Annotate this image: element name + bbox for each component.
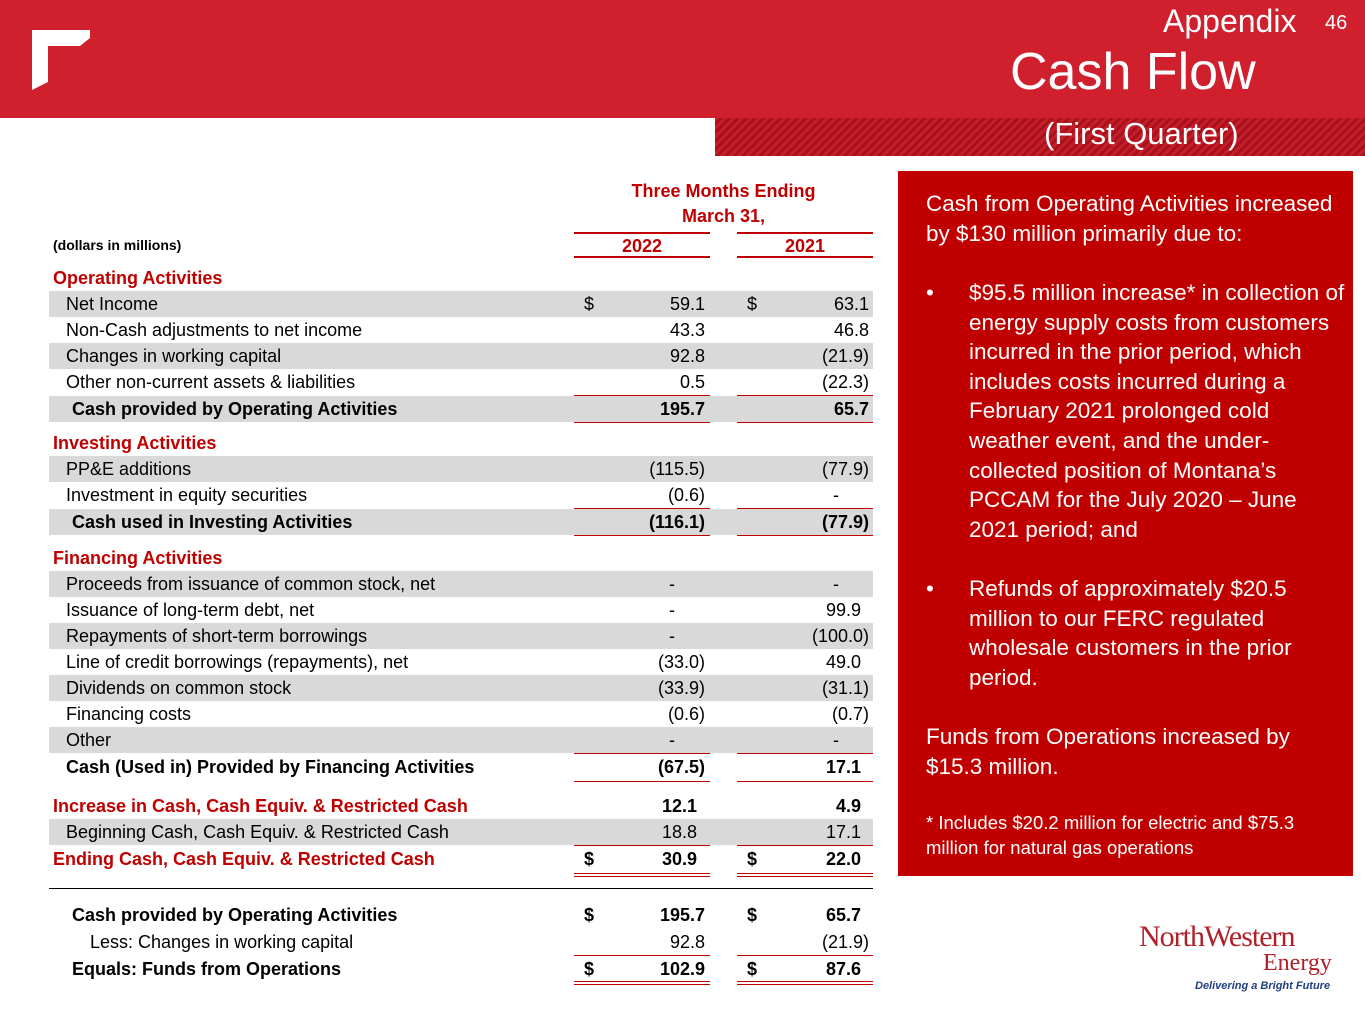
logo-tagline: Delivering a Bright Future <box>1195 980 1331 992</box>
table-row: Repayments of short-term borrowings - (100.0) <box>49 623 873 649</box>
rule <box>574 535 710 536</box>
corner-bracket-icon <box>32 30 90 90</box>
double-rule <box>574 873 710 877</box>
rule <box>574 781 710 782</box>
commentary-intro: Cash from Operating Activities increased by $130 million primarily due to: <box>926 191 1333 246</box>
table-row: Proceeds from issuance of common stock, net - - <box>49 571 873 597</box>
financing-section-title: Financing Activities <box>53 548 223 568</box>
table-row: PP&E additions (115.5) (77.9) <box>49 456 873 482</box>
commentary-panel <box>898 171 1353 876</box>
subtotal-row: Cash used in Investing Activities (116.1) (77.9) <box>49 509 873 535</box>
double-rule <box>737 873 873 877</box>
table-row: Dividends on common stock (33.9) (31.1) <box>49 675 873 701</box>
rule <box>574 422 710 423</box>
investing-section-title: Investing Activities <box>53 433 217 453</box>
footnote: * Includes $20.2 million for electric and $75.3 million for natural gas operations <box>926 812 1295 858</box>
period-header: Three Months Ending <box>631 181 816 201</box>
company-logo <box>1135 920 1335 1000</box>
header-pattern-strip <box>715 118 1365 156</box>
table-row: Net Income $ 59.1 $ 63.1 <box>49 291 873 317</box>
rule <box>737 781 873 782</box>
rule <box>737 535 873 536</box>
double-rule <box>737 981 873 985</box>
beginning-cash-row: Beginning Cash, Cash Equiv. & Restricted Cash 18.8 17.1 <box>49 819 873 845</box>
operating-section-title: Operating Activities <box>53 268 223 288</box>
page-subtitle: (First Quarter) <box>1044 116 1239 151</box>
year-2022-header: 2022 <box>574 232 710 258</box>
table-row: Other - - <box>49 727 873 753</box>
table-row: Changes in working capital 92.8 (21.9) <box>49 343 873 369</box>
table-row: Non-Cash adjustments to net income 43.3 46.8 <box>66 320 869 340</box>
ffo-total-row: Equals: Funds from Operations $ 102.9 $ 87.6 <box>72 959 861 979</box>
table-row: Issuance of long-term debt, net - 99.9 <box>66 600 861 620</box>
appendix-label: Appendix <box>1163 3 1297 39</box>
table-row: Financing costs (0.6) (0.7) <box>66 704 869 724</box>
table-row: Line of credit borrowings (repayments), net (33.0) 49.0 <box>66 652 861 672</box>
increase-row: Increase in Cash, Cash Equiv. & Restricted Cash 12.1 4.9 <box>53 796 861 816</box>
logo-energy: Energy <box>1263 950 1332 976</box>
ffo-row: Cash provided by Operating Activities $ 195.7 $ 65.7 <box>72 905 861 925</box>
page-number: 46 <box>1325 12 1348 34</box>
section-separator <box>49 888 873 889</box>
ending-cash-row: Ending Cash, Cash Equiv. & Restricted Cash $ 30.9 $ 22.0 <box>53 849 861 869</box>
table-row: Other non-current assets & liabilities 0.5 (22.3) <box>66 372 869 392</box>
page-title: Cash Flow <box>1010 43 1256 101</box>
bullet-icon: • <box>926 576 934 601</box>
logo-wordmark: NorthWestern <box>1139 920 1295 953</box>
units-label: (dollars in millions) <box>53 237 182 253</box>
rule <box>737 422 873 423</box>
bullet-text: $95.5 million increase* in collection of energy supply costs from customers incurred in the prior period, which includes costs incurred during a February 2021 prolonged cold weather event, and the under-collected position of Montana’s PCCAM for the July 2020 – June 2021 period; and <box>969 280 1345 542</box>
bullet-text: Refunds of approximately $20.5 million to our FERC regulated wholesale customers in the prior period. <box>969 576 1292 690</box>
ffo-commentary: Funds from Operations increased by $15.3 million. <box>926 724 1290 779</box>
bullet-icon: • <box>926 280 934 305</box>
period-date-header: March 31, <box>681 206 766 226</box>
year-2021-header: 2021 <box>737 232 873 258</box>
double-rule <box>574 981 710 985</box>
ffo-row: Less: Changes in working capital 92.8 (21.9) <box>90 932 869 952</box>
subtotal-row: Cash provided by Operating Activities 195.7 65.7 <box>49 396 873 422</box>
table-row: Investment in equity securities (0.6) - <box>66 485 839 505</box>
subtotal-row: Cash (Used in) Provided by Financing Activities (67.5) 17.1 <box>66 757 861 777</box>
